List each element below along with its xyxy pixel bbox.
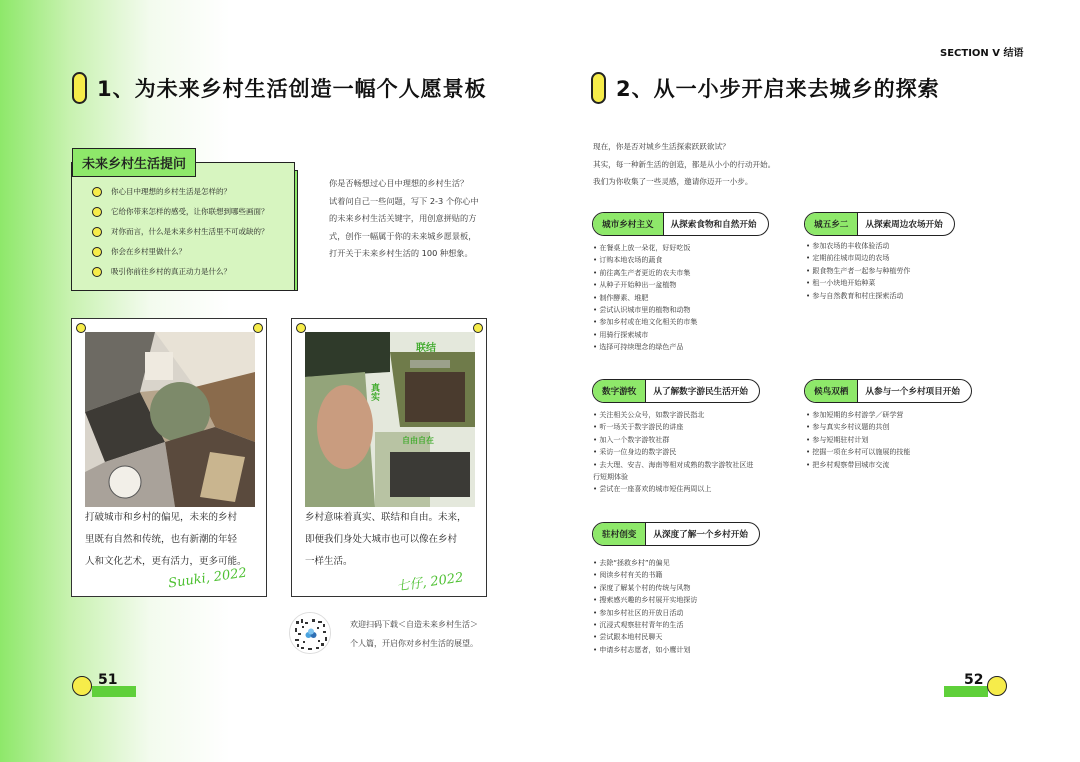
collage-word: 联结	[416, 343, 436, 354]
list-city-rural: • 在餐桌上放一朵花，好好吃饭 • 订购本地农场的蔬食 • 前往离生产者更近的农夫市集 • 从种子开始种出一盆植物 • 制作酵素、堆肥 • 尝试认识城市里的植物和动物 • 参加乡村或在地文化相关的市集 • 用骑行探索城市 • 选择可持续理念的绿色产品	[593, 244, 698, 352]
question-item: 吸引你前往乡村的真正动力是什么？	[92, 266, 231, 277]
tag-village-change: 驻村创变 从深度了解一个乡村开始	[592, 522, 760, 546]
question-item: 对你而言，什么是未来乡村生活里不可或缺的？	[92, 226, 269, 237]
list-migratory: • 参加短期的乡村游学／研学营 • 参与真实乡村议题的共创 • 参与短期驻村计划 • 挖掘一项在乡村可以施展的技能 • 把乡村观察带回城市交流	[806, 411, 911, 469]
left-intro: 你是否畅想过心目中理想的乡村生活？ 试着问自己一些问题，写下 2-3 个你心中 的未来乡村生活关键字，用创意拼贴的方 式，创作一幅属于你的未来城乡愿景板， 打开关于未来乡村生活的 100 种想象。	[329, 178, 479, 258]
question-item: 你心目中理想的乡村生活是怎样的？	[92, 186, 231, 197]
list-village-change: • 去除“拯救乡村”的偏见 • 阅读乡村有关的书籍 • 深度了解某个村的传统与风物 • 搜索感兴趣的乡村展开实地探访 • 参加乡村社区的开放日活动 • 沉浸式观察驻村青年的生活 • 尝试跟本地村民聊天 • 申请乡村志愿者，如小鹰计划	[593, 559, 698, 654]
collage-word: 自由自在	[402, 436, 434, 445]
page-circle-icon	[72, 676, 92, 696]
tag-digital-nomad: 数字游牧 从了解数字游民生活开始	[592, 379, 760, 403]
collage-word: 真实	[369, 383, 379, 401]
page-number-left: 51	[98, 672, 118, 688]
card-1-signature: Suuki, 2022	[167, 565, 248, 592]
tag-migratory: 候鸟双栖 从参与一个乡村项目开始	[804, 379, 972, 403]
vision-card-1	[71, 318, 267, 597]
tag-city-rural: 城市乡村主义 从探索食物和自然开始	[592, 212, 769, 236]
card-2-signature: 七仔, 2022	[395, 570, 465, 595]
bullet-dot-icon	[92, 207, 102, 217]
right-intro: 现在，你是否对城乡生活探索跃跃欲试？ 其实，每一种新生活的创造，都是从小小的行动开始。 我们为你收集了一些灵感，邀请你迈开一小步。	[593, 142, 776, 186]
section-tag: SECTION Ⅴ 结语	[940, 48, 1024, 59]
heading-marker	[591, 72, 606, 104]
collage-image-2	[305, 332, 475, 507]
page-circle-icon	[987, 676, 1007, 696]
page-number-right: 52	[964, 672, 984, 688]
heading-marker	[72, 72, 87, 104]
vision-card-2	[291, 318, 487, 597]
collage-image-1	[85, 332, 255, 507]
bullet-dot-icon	[92, 227, 102, 237]
download-prompt: 欢迎扫码下载＜自造未来乡村生活＞ 个人篇，开启你对乡村生活的展望。	[350, 620, 478, 648]
card-1-text: 打破城市和乡村的偏见，未来的乡村 里既有自然和传统，也有新潮的年轻 人和文化艺术，更有活力，更多可能。	[85, 512, 247, 567]
right-heading: 2、从一小步开启来去城乡的探索	[616, 77, 940, 101]
bullet-dot-icon	[92, 267, 102, 277]
left-heading: 1、为未来乡村生活创造一幅个人愿景板	[97, 77, 487, 101]
list-digital-nomad: • 关注相关公众号，如数字游民指北 • 听一场关于数字游民的讲座 • 加入一个数字游牧社群 • 采访一位身边的数字游民 • 去大理、安吉、海南等相对成熟的数字游牧社区进 行短期体验 • 尝试在一座喜欢的城市短住两周以上	[593, 411, 754, 494]
question-item: 它给你带来怎样的感受，让你联想到哪些画面？	[92, 206, 269, 217]
tag-city5-rural2: 城五乡二 从探索周边农场开始	[804, 212, 955, 236]
question-box-title: 未来乡村生活提问	[72, 148, 196, 177]
qr-code[interactable]	[289, 612, 331, 654]
question-item: 你会在乡村里做什么？	[92, 246, 186, 257]
bullet-dot-icon	[92, 187, 102, 197]
card-2-text: 乡村意味着真实、联结和自由。未来， 即便我们身处大城市也可以像在乡村 一样生活。	[305, 512, 467, 567]
list-city5-rural2: • 参加农场的丰收体验活动 • 定期前往城市周边的农场 • 跟食物生产者一起参与种植劳作 • 租一小块地开始种菜 • 参与自然教育和村庄探索活动	[806, 242, 911, 300]
bullet-dot-icon	[92, 247, 102, 257]
